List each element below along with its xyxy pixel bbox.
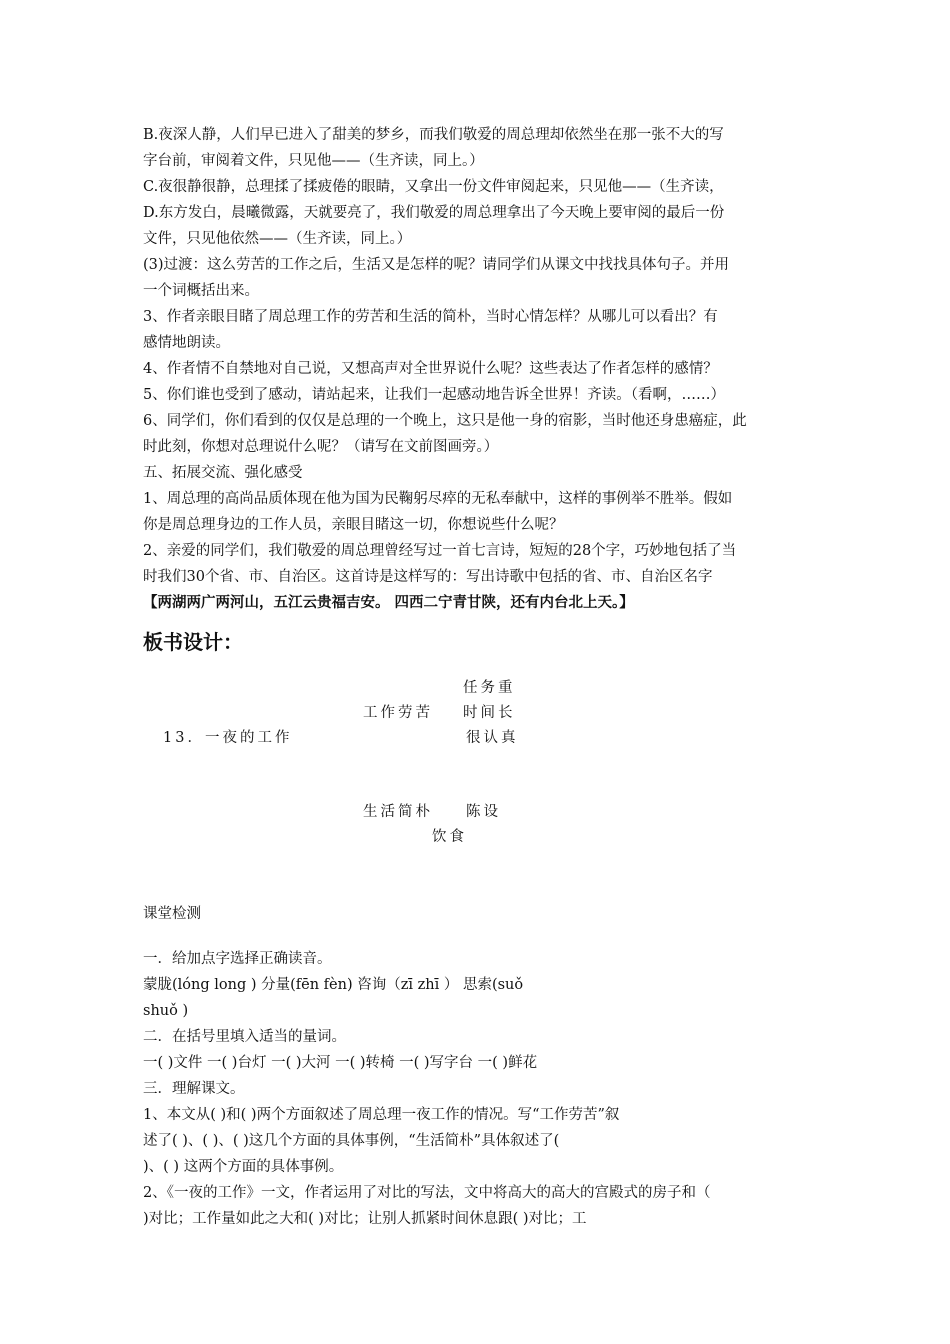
text-line: 1、周总理的高尚品质体现在他为国为民鞠躬尽瘁的无私奉献中，这样的事例举不胜举。假如 <box>143 491 733 507</box>
text-line: (3)过渡：这么劳苦的工作之后，生活又是怎样的呢？请同学们从课文中找找具体句子。并用 <box>143 257 730 273</box>
poem-line: 【两湖两广两河山，五江云贵福吉安。 四西二宁青甘陕，还有内台北上天。】 <box>143 594 634 611</box>
exercise-line: )对比；工作量如此之大和( )对比；让别人抓紧时间休息跟( )对比；工 <box>143 1211 587 1227</box>
board-design-heading: 板书设计： <box>143 630 243 654</box>
exercise-line: shuǒ ) <box>143 1003 189 1019</box>
board-title: 13．一夜的工作 <box>163 730 293 746</box>
exercise-line: )、( ) 这两个方面的具体事例。 <box>143 1159 344 1175</box>
text-line: 文件，只见他依然——（生齐读，同上。） <box>143 231 412 247</box>
exercise-line: 2、《一夜的工作》一文，作者运用了对比的写法，文中将高大的高大的宫殿式的房子和（ <box>143 1185 711 1201</box>
exercise-line: 一( )文件 一( )台灯 一( )大河 一( )转椅 一( )写字台 一( )鲜花 <box>143 1055 538 1071</box>
section-heading: 五、拓展交流、强化感受 <box>143 465 303 481</box>
board-item-renzhen: 很认真 <box>466 730 519 746</box>
text-line: 2、亲爱的同学们，我们敬爱的周总理曾经写过一首七言诗，短短的28个字，巧妙地包括了当 <box>143 543 737 559</box>
text-line: C.夜很静很静，总理揉了揉疲倦的眼睛，又拿出一份文件审阅起来，只见他——（生齐读， <box>143 179 724 195</box>
board-item-yinshi: 饮食 <box>432 829 467 845</box>
text-line: B.夜深人静，人们早已进入了甜美的梦乡，而我们敬爱的周总理却依然坐在那一张不大的写 <box>143 127 724 143</box>
text-line: 一个词概括出来。 <box>143 283 259 299</box>
text-line: 字台前，审阅着文件，只见他——（生齐读，同上。） <box>143 153 484 169</box>
board-item-renwu: 任务重 <box>463 680 516 696</box>
text-line: 时我们30个省、市、自治区。这首诗是这样写的：写出诗歌中包括的省、市、自治区名字 <box>143 569 713 585</box>
board-item-shijian: 时间长 <box>463 705 516 721</box>
text-line: D.东方发白，晨曦微露，天就要亮了，我们敬爱的周总理拿出了今天晚上要审阅的最后一份 <box>143 205 725 221</box>
exercise-line: 1、本文从( )和( )两个方面叙述了周总理一夜工作的情况。写“工作劳苦”叙 <box>143 1107 620 1123</box>
exercise-line: 一．给加点字选择正确读音。 <box>143 951 332 967</box>
board-item-jianpu: 生活简朴 <box>363 804 433 820</box>
text-line: 你是周总理身边的工作人员，亲眼目睹这一切，你想说些什么呢？ <box>143 517 564 533</box>
text-line: 感情地朗读。 <box>143 335 230 351</box>
text-line: 时此刻，你想对总理说什么呢？（请写在文前图画旁。） <box>143 439 499 455</box>
classroom-test-title: 课堂检测 <box>143 906 201 922</box>
board-item-laoku: 工作劳苦 <box>363 705 433 721</box>
board-item-chenshe: 陈设 <box>466 804 501 820</box>
text-line: 5、你们谁也受到了感动，请站起来，让我们一起感动地告诉全世界！齐读。（看啊，……） <box>143 387 725 403</box>
exercise-line: 二．在括号里填入适当的量词。 <box>143 1029 346 1045</box>
exercise-line: 三．理解课文。 <box>143 1081 245 1097</box>
text-line: 4、作者情不自禁地对自己说，又想高声对全世界说什么呢？这些表达了作者怎样的感情？ <box>143 361 718 377</box>
text-line: 3、作者亲眼目睹了周总理工作的劳苦和生活的简朴，当时心情怎样？从哪儿可以看出？有 <box>143 309 718 325</box>
text-line: 6、同学们，你们看到的仅仅是总理的一个晚上，这只是他一身的宿影，当时他还身患癌症，此 <box>143 413 747 429</box>
exercise-line: 述了( )、( )、( )这几个方面的具体事例，“生活简朴”具体叙述了( <box>143 1133 560 1149</box>
exercise-line: 蒙胧(lóng long ) 分量(fēn fèn) 咨询（zī zhī ） 思索(suǒ <box>143 977 524 993</box>
